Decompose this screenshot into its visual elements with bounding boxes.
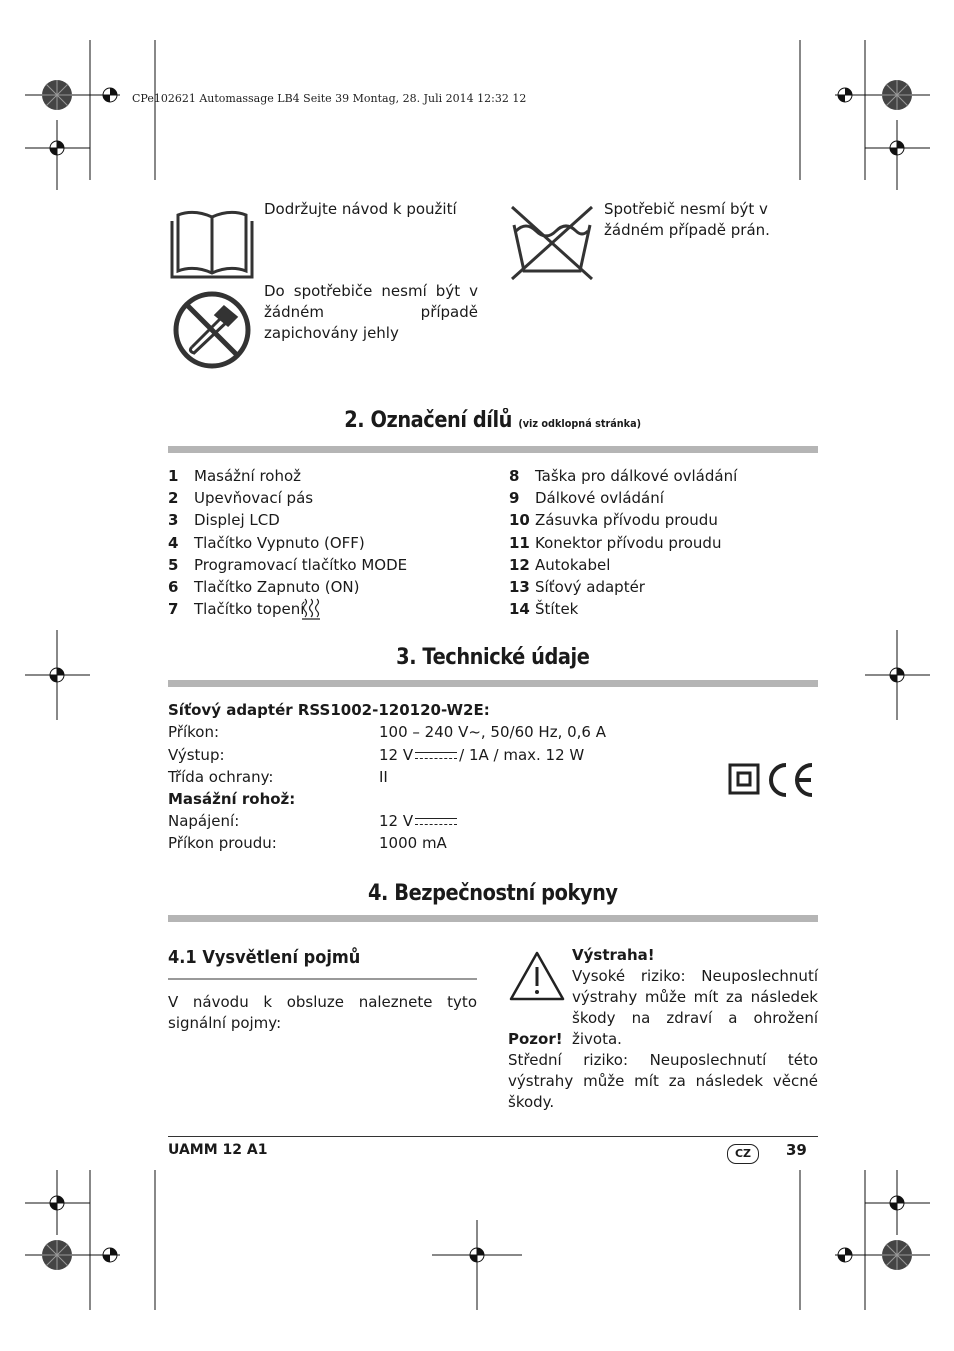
part-number: 4 [168,533,179,552]
read-manual-text: Dodržujte návod k použití [264,200,457,218]
list-item [168,576,359,598]
section2-note: (viz odklopná stránka) [518,417,642,430]
subsection-title: 4.1 Vysvětlení pojmů [168,947,361,968]
part-number: 3 [168,511,179,530]
part-number: 5 [168,555,179,574]
list-item [509,509,718,531]
list-item [168,465,301,487]
current-value: 1000 mA [379,834,447,852]
part-label: Upevňovací pás [194,489,314,508]
section4-title: 4. Bezpečnostní pokyny [368,881,618,906]
footer-rule [168,1136,818,1137]
list-item [168,532,365,554]
part-number: 1 [168,467,179,485]
part-label: Tlačítko Vypnuto (OFF) [194,533,365,552]
part-label: Taška pro dálkové ovládání [535,467,738,485]
list-item [168,487,313,509]
part-label: Zásuvka přívodu proudu [535,511,718,530]
part-label: Displej LCD [194,511,280,530]
part-number: 2 [168,489,179,508]
part-number: 11 [509,533,530,552]
intro-text: V návodu k obsluze naleznete tyto signální pojmy: [168,993,477,1032]
no-needles-text: Do spotřebiče nesmí být v žádném případě zapichovány jehly [264,282,478,342]
list-item [509,598,578,620]
input-row [168,721,606,743]
part-label: Programovací tlačítko MODE [194,555,408,574]
subsection-divider [168,978,477,980]
part-label: Masážní rohož [194,467,302,485]
caution-heading: Pozor! [508,1030,563,1048]
section-divider [168,446,818,453]
language-badge: CZ [727,1144,759,1164]
class-value: II [379,768,388,786]
section-divider [168,915,818,922]
part-number: 9 [509,489,520,508]
adapter-heading: Síťový adaptér RSS1002-120120-W2E: [168,701,490,719]
input-label: Příkon: [168,723,220,741]
output-row [168,744,585,766]
part-label: Konektor přívodu proudu [535,533,722,552]
part-label: Tlačítko Zapnuto (ON) [194,578,360,596]
list-item [168,598,304,620]
list-item [509,465,737,487]
output-voltage: 12 V [379,746,414,764]
list-item [509,487,664,509]
list-item [509,554,610,576]
section-divider [168,680,818,687]
dc-symbol-icon [415,751,457,761]
supply-row [168,810,414,832]
heat-icon [302,598,320,620]
section3-title: 3. Technické údaje [396,645,590,670]
supply-value: 12 V [379,812,414,830]
ce-mark-icon [766,761,816,799]
no-wash-text: Spotřebič nesmí být v žádném případě prán. [604,200,770,239]
part-number: 13 [509,578,530,596]
list-item [168,509,280,531]
dc-symbol-icon [415,817,457,827]
part-label: Síťový adaptér [535,578,645,596]
output-value: / 1A / max. 12 W [459,746,585,764]
no-wash-icon [508,203,596,281]
part-number: 12 [509,555,530,574]
input-value: 100 – 240 V~, 50/60 Hz, 0,6 A [379,723,606,741]
part-label: Autokabel [535,555,611,574]
page-number: 39 [786,1141,807,1159]
warning-triangle-icon [508,950,566,1002]
current-label: Příkon proudu: [168,834,277,852]
protection-class-ii-icon [728,763,764,797]
output-label: Výstup: [168,746,225,764]
print-header: CPe102621 Automassage LB4 Seite 39 Montag, 28. Juli 2014 12:32 12 [132,92,527,105]
part-number: 7 [168,600,179,619]
part-number: 10 [509,511,530,530]
part-label: Tlačítko topení [194,600,305,619]
open-book-icon [168,205,256,281]
warning-heading: Výstraha! [572,946,655,964]
part-label: Dálkové ovládání [535,489,664,508]
warning-text: Vysoké riziko: Neuposlechnutí výstrahy může mít za následek škody na zdraví a ohrožení života. [572,967,818,1048]
part-label: Štítek [535,600,579,619]
part-number: 6 [168,578,179,596]
section2-title: 2. Označení dílů (viz odklopná stránka) [344,408,642,433]
list-item [509,576,645,598]
list-item [509,532,721,554]
current-row [168,832,447,854]
supply-label: Napájení: [168,812,240,830]
footer-model: UAMM 12 A1 [168,1142,268,1158]
no-needles-icon [170,289,254,371]
part-number: 14 [509,600,530,619]
class-label: Třída ochrany: [168,768,274,786]
list-item [168,554,407,576]
caution-text: Střední riziko: Neuposlechnutí této výstrahy může mít za následek věcné škody. [508,1051,818,1111]
class-row [168,766,388,788]
mat-heading: Masážní rohož: [168,790,296,808]
part-number: 8 [509,467,520,485]
